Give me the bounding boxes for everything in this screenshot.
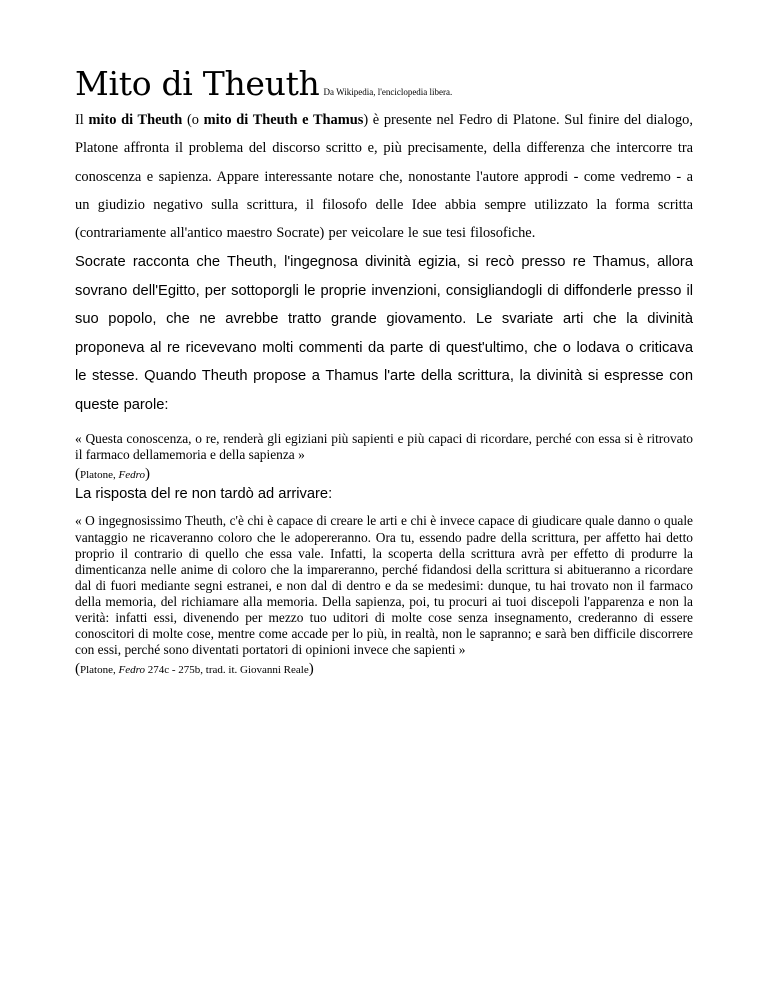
source-note: Da Wikipedia, l'enciclopedia libera.	[323, 87, 453, 97]
title-row	[75, 62, 693, 106]
citation-close-paren: )	[144, 466, 150, 483]
citation-open-paren: (	[75, 661, 80, 678]
intro-mid: (o	[182, 112, 204, 128]
story-paragraph: Socrate racconta che Theuth, l'ingegnosa divinità egizia, si recò presso re Thamus, allora sovrano dell'Egitto, per sottoporgli le proprie invenzioni, consigliandogli di diffonderle presso il suo popolo, che ne avrebbe tratto grande giovamento. Le svariate arti che la divinità proponeva al re ricevevano molti commenti da parte di quest'ultimo, che o lodava o criticava le stesse. Quando Theuth propose a Thamus l'arte della scrittura, la divinità si espresse con queste parole:	[75, 254, 693, 413]
citation-work: Fedro	[118, 469, 145, 482]
page-title: Mito di Theuth	[75, 64, 320, 103]
thamus-quote-citation	[75, 659, 693, 680]
citation-close-paren: )	[308, 661, 314, 678]
intro-bold-alt-term: mito di Theuth e Thamus	[203, 112, 364, 128]
citation-open-paren: (	[75, 466, 80, 483]
intro-bold-term: mito di Theuth	[88, 112, 183, 128]
reply-intro: La risposta del re non tardò ad arrivare:	[75, 486, 333, 503]
citation-details: 274c - 275b, trad. it. Giovanni Reale	[144, 664, 309, 677]
intro-rest: ) è presente nel Fedro di Platone. Sul finire del dialogo, Platone affronta il problema del discorso scritto e, più precisamente, della differenza che intercorre tra conoscenza e sapienza. Appare interessante notare che, nonostante l'autore approdi - come vedremo - a un giudizio negativo sulla scrittura, il filosofo delle Idee abbia sempre utilizzato la forma scritta (contrariamente all'antico maestro Socrate) per veicolare le sue tesi filosofiche.	[75, 112, 693, 242]
intro-lead: Il	[75, 112, 89, 128]
citation-author: Platone,	[80, 469, 119, 482]
theuth-quote-citation	[75, 464, 693, 485]
citation-author: Platone,	[80, 664, 119, 677]
citation-work: Fedro	[118, 664, 145, 677]
thamus-quote: « O ingegnosissimo Theuth, c'è chi è capace di creare le arti e chi è invece capace di giudicare quale danno o quale vantaggio ne ricaveranno coloro che le adopereranno. Ora tu, essendo padre della scrittura, per affetto hai detto proprio il contrario di quello che essa vale. Infatti, la scoperta della scrittura avrà per effetto di produrre la dimenticanza nelle anime di coloro che la impareranno, perché fidandosi della scrittura si abitueranno a ricordare dal di fuori mediante segni estranei, e non dal di dentro e da se medesimi: dunque, tu hai trovato non il farmaco della memoria, del richiamare alla memoria. Della sapienza, poi, tu procuri ai tuoi discepoli l'apparenza e non la verità: infatti essi, divenendo per mezzo tuo uditori di molte cose senza insegnamento, crederanno di essere conoscitori di molte cose, mentre come accade per lo più, in realtà, non le sapranno; e sarà ben difficile discorrere con essi, perché sono diventati portatori di opinioni invece che sapienti »	[75, 513, 693, 658]
theuth-quote: « Questa conoscenza, o re, renderà gli egiziani più sapienti e più capaci di ricordare, perché con essa si è ritrovato il farmaco dellamemoria e della sapienza »	[75, 431, 693, 463]
intro-paragraph	[75, 106, 693, 247]
document-page	[75, 62, 693, 680]
